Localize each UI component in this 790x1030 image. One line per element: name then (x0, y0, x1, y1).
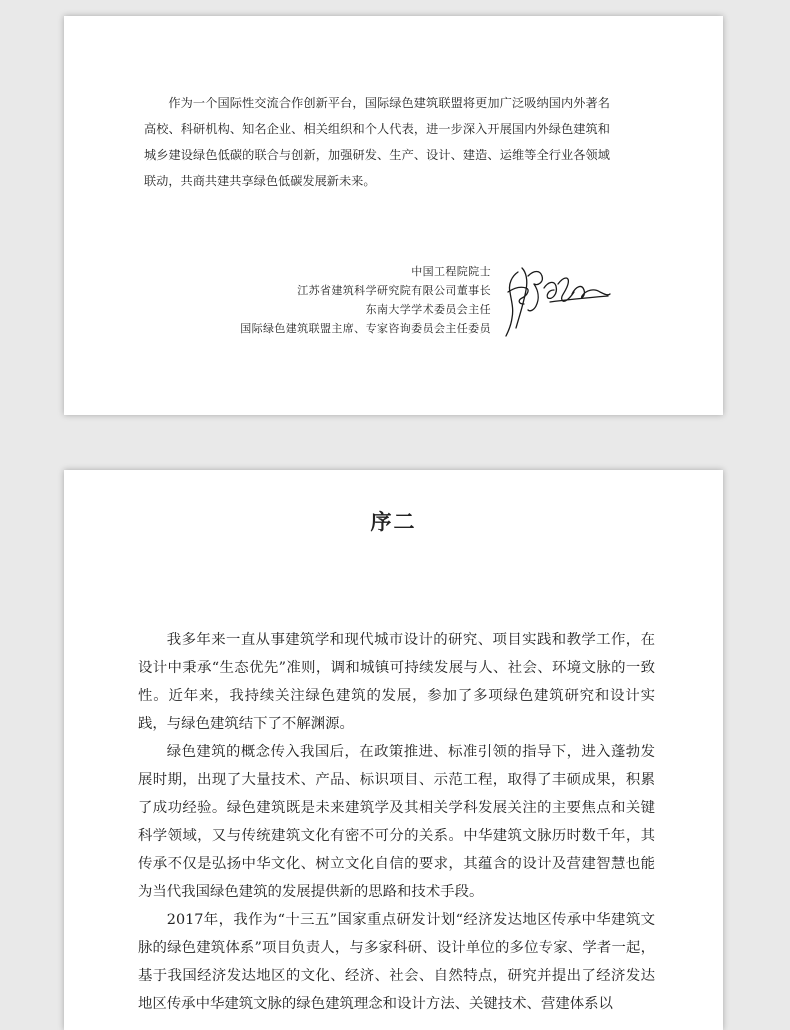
page-2-paragraph: 我多年来一直从事建筑学和现代城市设计的研究、项目实践和教学工作，在设计中秉承“生态优先”准则，调和城镇可持续发展与人、社会、环境文脉的一致性。近年来，我持续关注绿色建筑的发展，参加了多项绿色建筑研究和设计实践，与绿色建筑结下了不解渊源。 (138, 632, 655, 732)
page-2 (64, 470, 723, 1030)
page-2-paragraph: 2017年，我作为“十三五”国家重点研发计划“经济发达地区传承中华建筑文脉的绿色建筑体系”项目负责人，与多家科研、设计单位的多位专家、学者一起，基于我国经济发达地区的文化、经济、社会、自然特点，研究并提出了经济发达地区传承中华建筑文脉的绿色建筑理念和设计方法、关键技术、营建体系以 (138, 912, 655, 1012)
page-2-title: 序二 (370, 510, 417, 534)
author-titles (240, 262, 491, 338)
author-title-line: 江苏省建筑科学研究院有限公司董事长 (297, 284, 491, 297)
author-title-line: 东南大学学术委员会主任 (365, 303, 491, 316)
author-title-line: 国际绿色建筑联盟主席、专家咨询委员会主任委员 (240, 322, 491, 335)
author-title-line: 中国工程院院士 (411, 265, 491, 278)
page-1 (64, 16, 723, 415)
page-1-body (144, 90, 610, 194)
page-2-paragraph: 绿色建筑的概念传入我国后，在政策推进、标准引领的指导下，进入蓬勃发展时期，出现了大量技术、产品、标识项目、示范工程，取得了丰硕成果，积累了成功经验。绿色建筑既是未来建筑学及其相关学科发展关注的主要焦点和关键科学领域，又与传统建筑文化有密不可分的关系。中华建筑文脉历时数千年，其传承不仅是弘扬中华文化、树立文化自信的要求，其蕴含的设计及营建智慧也能为当代我国绿色建筑的发展提供新的思路和技术手段。 (138, 744, 655, 900)
page-2-body (138, 626, 655, 1018)
page-1-paragraph: 作为一个国际性交流合作创新平台，国际绿色建筑联盟将更加广泛吸纳国内外著名高校、科研机构、知名企业、相关组织和个人代表，进一步深入开展国内外绿色建筑和城乡建设绿色低碳的联合与创新，加强研发、生产、设计、建造、运维等全行业各领域联动，共商共建共享绿色低碳发展新未来。 (144, 96, 610, 188)
handwritten-signature (504, 262, 612, 340)
